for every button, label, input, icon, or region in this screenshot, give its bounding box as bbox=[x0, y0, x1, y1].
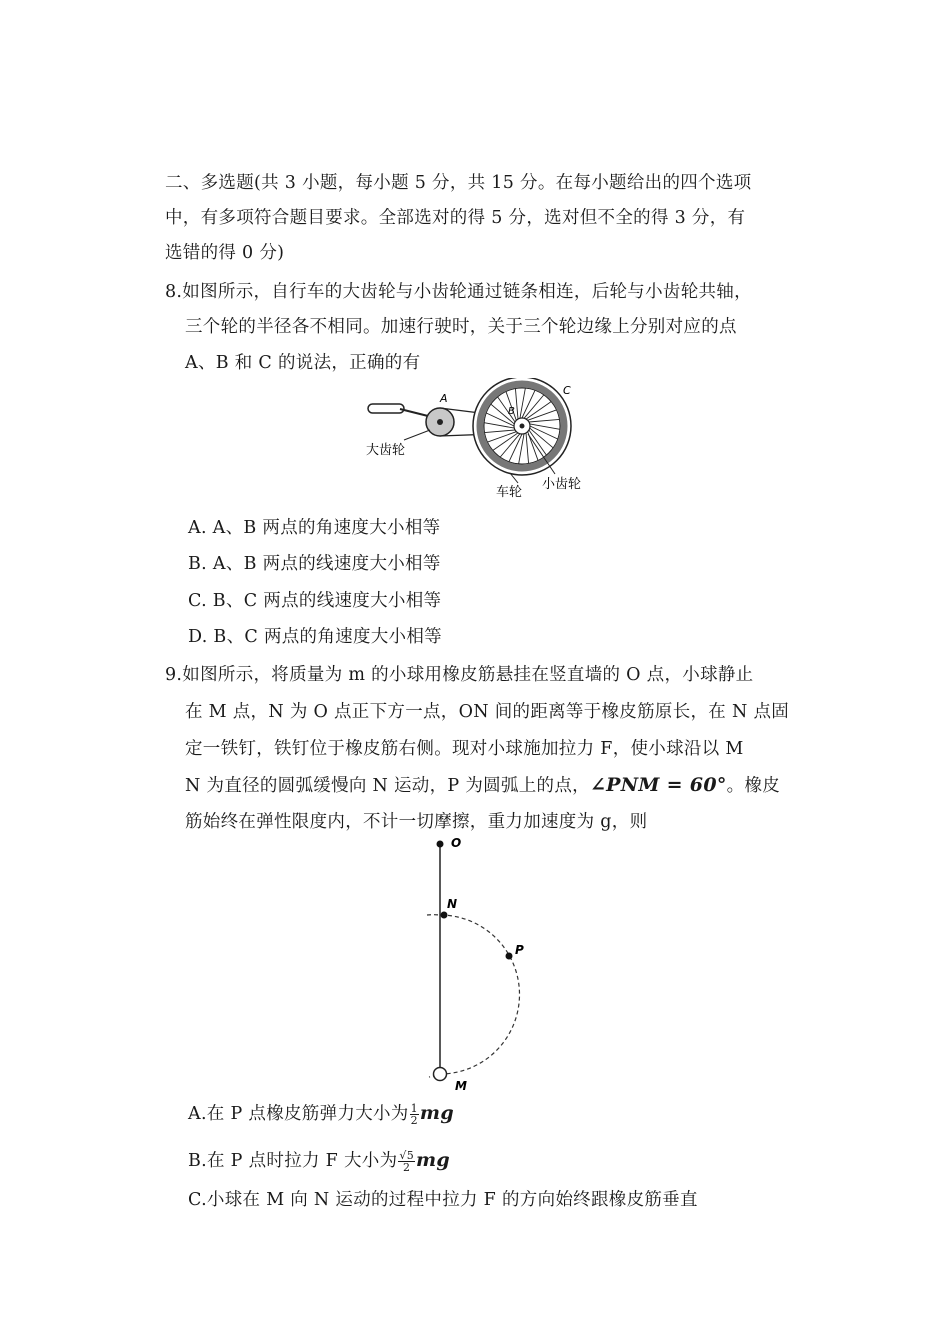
ball-M bbox=[434, 1068, 447, 1081]
q8-stem-line-1: 8.如图所示，自行车的大齿轮与小齿轮通过链条相连，后轮与小齿轮共轴， bbox=[165, 282, 752, 302]
q9-stem-line-4 bbox=[185, 773, 780, 798]
fraction-b-denominator: 2 bbox=[403, 1161, 411, 1174]
q8-option-d: D. B、C 两点的角速度大小相等 bbox=[188, 627, 442, 647]
big-gear-axle bbox=[437, 419, 443, 425]
label-wheel: 车轮 bbox=[496, 485, 523, 500]
label-B: B bbox=[508, 406, 515, 417]
q9-stem-line-3: 定一铁钉，铁钉位于橡皮筋右侧。现对小球施加拉力 F，使小球沿以 M bbox=[185, 739, 744, 759]
label-O: O bbox=[451, 836, 462, 850]
section-heading-line-1: 二、多选题(共 3 小题，每小题 5 分，共 15 分。在每小题给出的四个选项 bbox=[165, 173, 752, 193]
q8-stem-line-2: 三个轮的半径各不相同。加速行驶时，关于三个轮边缘上分别对应的点 bbox=[185, 317, 737, 337]
label-M: M bbox=[455, 1079, 467, 1093]
q9-option-b bbox=[188, 1148, 450, 1173]
q9-option-b-mg: mg bbox=[416, 1149, 450, 1171]
q8-option-c: C. B、C 两点的线速度大小相等 bbox=[188, 591, 442, 611]
wheel-hub bbox=[520, 424, 525, 429]
q8-option-a: A. A、B 两点的角速度大小相等 bbox=[188, 518, 441, 538]
q9-stem-line-4-tail: 。橡皮 bbox=[726, 776, 781, 796]
angle-pnm-formula: ∠PNM = 60° bbox=[589, 774, 727, 796]
q9-option-a-text: A.在 P 点橡皮筋弹力大小为 bbox=[188, 1104, 409, 1124]
bicycle-gear-figure bbox=[360, 378, 600, 503]
fraction-a-denominator: 2 bbox=[410, 1114, 418, 1127]
label-big-gear: 大齿轮 bbox=[366, 443, 406, 458]
q9-stem-line-5: 筋始终在弹性限度内，不计一切摩擦，重力加速度为 g，则 bbox=[185, 812, 648, 832]
pedal-crank bbox=[368, 404, 404, 413]
rubber-band-figure bbox=[415, 830, 535, 1095]
label-C: C bbox=[563, 384, 571, 397]
q9-stem-line-4-text: N 为直径的圆弧缓慢向 N 运动，P 为圆弧上的点， bbox=[185, 776, 590, 796]
label-P: P bbox=[515, 943, 524, 957]
semicircle-arc bbox=[427, 915, 520, 1077]
q8-option-b: B. A、B 两点的线速度大小相等 bbox=[188, 554, 441, 574]
point-N-nail bbox=[441, 912, 448, 919]
fraction-b-numerator: √5 bbox=[399, 1149, 414, 1162]
q9-option-a bbox=[188, 1101, 454, 1126]
q9-stem-line-2: 在 M 点，N 为 O 点正下方一点，ON 间的距离等于橡皮筋原长，在 N 点固 bbox=[185, 702, 790, 722]
q8-stem-line-3: A、B 和 C 的说法，正确的有 bbox=[185, 353, 421, 373]
q9-option-c: C.小球在 M 向 N 运动的过程中拉力 F 的方向始终跟橡皮筋垂直 bbox=[188, 1190, 698, 1210]
leader-big-gear bbox=[404, 430, 430, 440]
label-N: N bbox=[447, 897, 458, 911]
fraction-a-numerator: 1 bbox=[410, 1102, 418, 1115]
q9-option-a-mg: mg bbox=[419, 1102, 454, 1124]
label-small-gear: 小齿轮 bbox=[542, 477, 582, 492]
label-A: A bbox=[440, 392, 448, 405]
point-P bbox=[506, 953, 513, 960]
section-heading-line-2: 中，有多项符合题目要求。全部选对的得 5 分，选对但不全的得 3 分，有 bbox=[165, 208, 746, 228]
fraction-root5-over-2 bbox=[398, 1150, 415, 1173]
fraction-one-half bbox=[410, 1103, 419, 1126]
point-O bbox=[437, 841, 444, 848]
q9-option-b-text: B.在 P 点时拉力 F 大小为 bbox=[188, 1151, 398, 1171]
q9-stem-line-1: 9.如图所示，将质量为 m 的小球用橡皮筋悬挂在竖直墙的 O 点，小球静止 bbox=[165, 665, 754, 685]
section-heading-line-3: 选错的得 0 分) bbox=[165, 243, 285, 263]
